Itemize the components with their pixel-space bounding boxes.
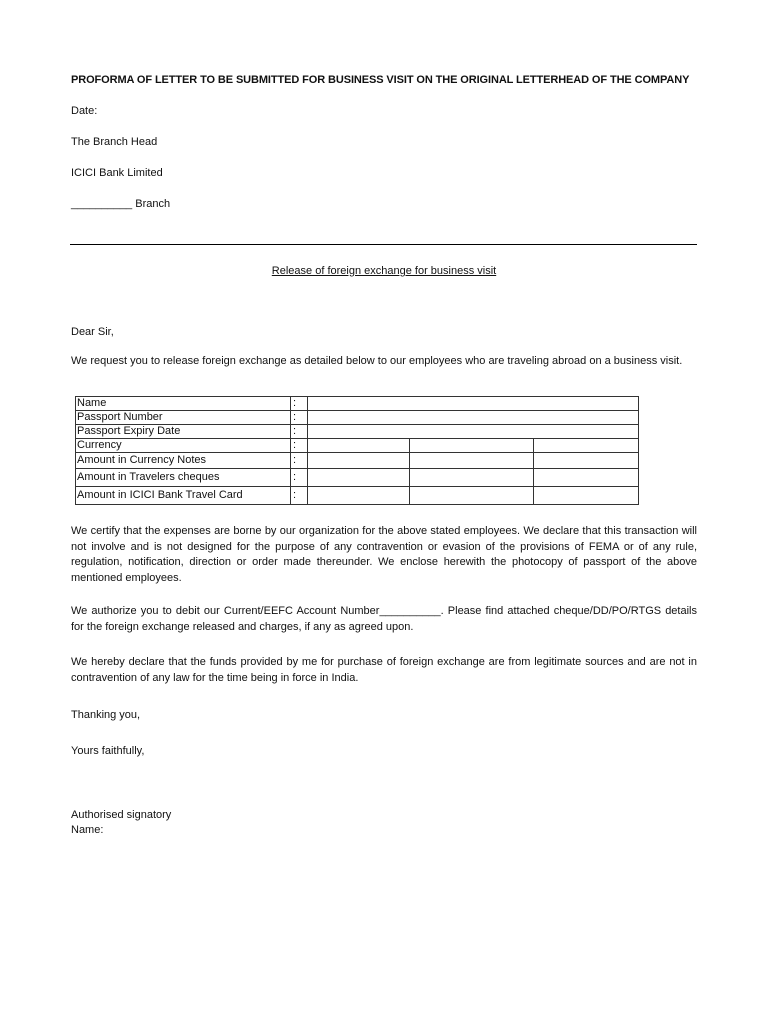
row-value-cell — [308, 487, 410, 505]
row-value-cell — [308, 439, 410, 453]
row-colon: : — [291, 439, 308, 453]
closing-line: Yours faithfully, — [71, 745, 145, 757]
authorize-paragraph: We authorize you to debit our Current/EEFC Account Number__________. Please find attached cheque/DD/PO/RTGS details for the foreign exchange released and charges, if any as agreed upon. — [71, 605, 697, 633]
row-label-passport-number: Passport Number — [76, 411, 291, 425]
table-row — [76, 453, 639, 469]
addressee-line-1: The Branch Head — [71, 136, 158, 148]
row-colon: : — [291, 487, 308, 505]
row-value-cell — [308, 469, 410, 487]
row-colon: : — [291, 453, 308, 469]
table-row — [76, 469, 639, 487]
row-colon: : — [291, 469, 308, 487]
row-value-cell — [410, 453, 534, 469]
declare-paragraph: We hereby declare that the funds provided by me for purchase of foreign exchange are from legitimate sources and are not in contravention of any law for the time being in force in India. — [71, 656, 697, 684]
name-label: Name: — [71, 824, 104, 836]
table-row — [76, 439, 639, 453]
row-value-cell — [410, 439, 534, 453]
table-row — [76, 487, 639, 505]
row-colon: : — [291, 397, 308, 411]
details-table — [75, 396, 639, 505]
row-value-cell — [308, 425, 639, 439]
signatory-label: Authorised signatory — [71, 809, 172, 821]
row-colon: : — [291, 411, 308, 425]
table-row — [76, 411, 639, 425]
row-label-currency: Currency — [76, 439, 291, 453]
row-colon: : — [291, 425, 308, 439]
row-label-name: Name — [76, 397, 291, 411]
letter-subject: Release of foreign exchange for business visit — [271, 265, 497, 277]
row-value-cell — [534, 487, 639, 505]
row-label-travelers-cheques: Amount in Travelers cheques — [76, 469, 291, 487]
row-value-cell — [534, 439, 639, 453]
row-value-cell — [410, 487, 534, 505]
row-value-cell — [308, 453, 410, 469]
row-label-travel-card: Amount in ICICI Bank Travel Card — [76, 487, 291, 505]
row-value-cell — [534, 453, 639, 469]
row-value-cell — [410, 469, 534, 487]
table-row — [76, 397, 639, 411]
salutation: Dear Sir, — [71, 326, 114, 338]
row-label-passport-expiry: Passport Expiry Date — [76, 425, 291, 439]
row-value-cell — [534, 469, 639, 487]
row-value-cell — [308, 397, 639, 411]
letter-heading: PROFORMA OF LETTER TO BE SUBMITTED FOR BUSINESS VISIT ON THE ORIGINAL LETTERHEAD OF THE COMPANY — [71, 74, 690, 86]
thanking-line: Thanking you, — [71, 709, 141, 721]
horizontal-rule — [70, 244, 697, 245]
addressee-line-2: ICICI Bank Limited — [71, 167, 163, 179]
row-label-currency-notes: Amount in Currency Notes — [76, 453, 291, 469]
date-label: Date: — [71, 105, 98, 117]
row-value-cell — [308, 411, 639, 425]
table-row — [76, 425, 639, 439]
certify-paragraph: We certify that the expenses are borne by our organization for the above stated employees. We declare that this transaction will not involve and is not designed for the purpose of any contravention or evasion of the provisions of FEMA or of any rule, regulation, notification, direction or order made thereunder. We enclose herewith the photocopy of passport of the above mentioned employees. — [71, 525, 697, 584]
addressee-line-3: __________ Branch — [71, 198, 171, 210]
intro-paragraph: We request you to release foreign exchange as detailed below to our employees who are traveling abroad on a business visit. — [71, 355, 683, 367]
